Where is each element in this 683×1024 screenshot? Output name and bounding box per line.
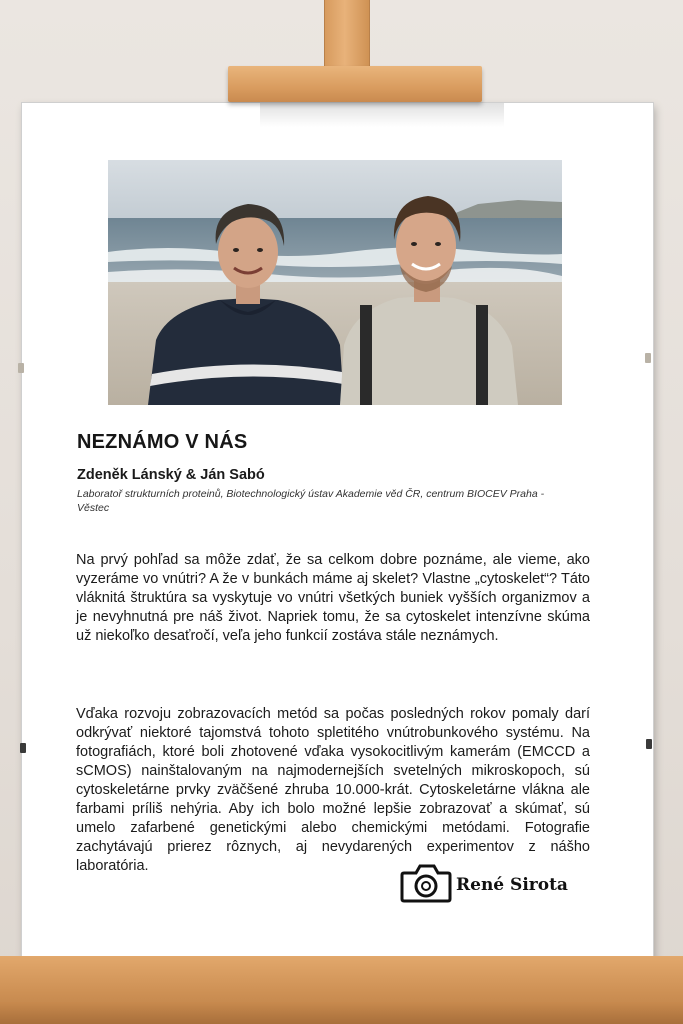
frame-clip xyxy=(645,353,651,363)
clamp-shadow xyxy=(260,103,504,127)
frame-clip xyxy=(646,739,652,749)
body-paragraph-2: Vďaka rozvoju zobrazovacích metód sa počas posledných rokov pomaly darí odkrývať niektoré tajomstvá tohoto spletitého vnútrobunkového systému. Na fotografiách, ktoré boli zhotovené vďaka vysokocitlivým kamerám (EMCCD a sCMOS) nainštalovaným na najmodernejších svetelných mikroskopoch, sú cytoskeletárne prvky zväčšené zhruba 10.000-krát. Cytoskeletárne vlákna ale farbami príliš nehýria. Aby ich bolo možné lepšie zobrazovať a skúmať, sú umelo zafarbené genetickými alebo chemickými metódami. Fotografie zachytávajú prierez rôznych, aj nevydarených experimentov z nášho laboratória. xyxy=(76,706,590,874)
easel-clamp xyxy=(228,66,482,102)
poster-affiliation: Laboratoř strukturních proteinů, Biotechnologický ústav Akademie věd ČR, centrum BIOCEV Praha - Věstec xyxy=(77,488,545,514)
easel-ledge-edge xyxy=(0,1002,683,1024)
frame-clip xyxy=(20,743,26,753)
photographer-name: René Sirota xyxy=(456,875,568,895)
frame-clip xyxy=(18,363,24,373)
researchers-photo xyxy=(108,160,562,405)
poster-authors: Zdeněk Lánský & Ján Sabó xyxy=(77,467,265,483)
photographer-watermark xyxy=(400,865,568,905)
body-paragraph-1: Na prvý pohľad sa môže zdať, že sa celkom dobre poznáme, ale vieme, ako vyzeráme vo vnútri? A že v bunkách máme aj skelet? Vlastne „cytoskelet“? Táto vláknitá štruktúra sa vyskytuje vo vnútri všetkých buniek vyšších organizmov a je nevyhnutná pre náš život. Napriek tomu, že sa cytoskelet intenzívne skúma už niekoľko desaťročí, veľa jeho funkcií zostáva stále neznámych. xyxy=(76,552,590,644)
beach-portrait-illustration xyxy=(108,160,562,405)
camera-icon xyxy=(400,863,452,907)
poster-title: NEZNÁMO V NÁS xyxy=(77,431,248,453)
